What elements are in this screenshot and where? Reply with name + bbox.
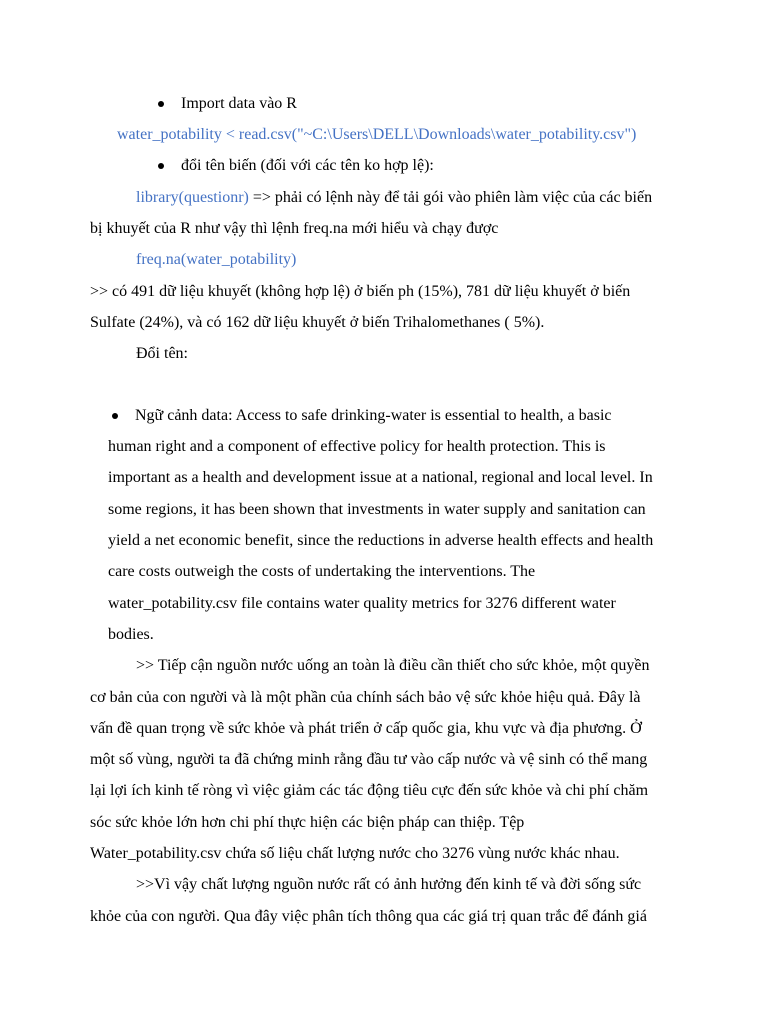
bullet-icon [158, 163, 164, 169]
library-note: => phải có lệnh này để tải gói vào phiên làm việc của các biến [248, 189, 653, 206]
translation-line: một số vùng, người ta đã chứng minh rằng đầu tư vào cấp nước và vệ sinh có thể mang [90, 751, 648, 768]
missing-summary-line: >> có 491 dữ liệu khuyết (không hợp lệ) ở biến ph (15%), 781 dữ liệu khuyết ở biến [90, 283, 631, 300]
conclusion-line: khỏe của con người. Qua đây việc phân tích thông qua các giá trị quan trắc để đánh giá [90, 908, 647, 925]
translation-line: sóc sức khỏe lớn hơn chi phí thực hiện các biện pháp can thiệp. Tệp [90, 814, 525, 831]
code-read-csv: water_potability < read.csv("~C:\Users\DELL\Downloads\water_potability.csv") [117, 126, 637, 143]
translation-line: >> Tiếp cận nguồn nước uống an toàn là điều cần thiết cho sức khỏe, một quyền [136, 657, 650, 674]
translation-line: lại lợi ích kinh tế ròng vì việc giảm các tác động tiêu cực đến sức khỏe và chi phí chăm [90, 782, 649, 799]
code-library: library(questionr) [136, 189, 249, 206]
context-line: some regions, it has been shown that investments in water supply and sanitation can [108, 501, 646, 518]
translation-line: cơ bản của con người và là một phần của chính sách bảo vệ sức khỏe hiệu quả. Đây là [90, 689, 641, 706]
library-line [136, 188, 652, 208]
rename-heading: Đổi tên: [136, 345, 188, 362]
bullet-icon [158, 101, 164, 107]
bullet-icon [112, 413, 118, 419]
context-line: bodies. [108, 626, 154, 643]
code-freq-na: freq.na(water_potability) [136, 251, 297, 268]
context-line: human right and a component of effective policy for health protection. This is [108, 438, 606, 455]
context-line: Ngữ cảnh data: Access to safe drinking-water is essential to health, a basic [135, 407, 612, 424]
conclusion-line: >>Vì vậy chất lượng nguồn nước rất có ảnh hưởng đến kinh tế và đời sống sức [136, 876, 642, 893]
translation-line: vấn đề quan trọng về sức khỏe và phát triển ở cấp quốc gia, khu vực và địa phương. Ở [90, 720, 642, 737]
context-line: water_potability.csv file contains water quality metrics for 3276 different water [108, 595, 616, 612]
missing-summary-line: Sulfate (24%), và có 162 dữ liệu khuyết ở biến Trihalomethanes ( 5%). [90, 314, 545, 331]
bullet-import-text: Import data vào R [181, 95, 297, 112]
library-note-continuation: bị khuyết của R như vậy thì lệnh freq.na mới hiểu và chạy được [90, 220, 499, 237]
translation-line: Water_potability.csv chứa số liệu chất lượng nước cho 3276 vùng nước khác nhau. [90, 845, 620, 862]
context-line: important as a health and development issue at a national, regional and local level. In [108, 469, 653, 486]
bullet-rename-vars-text: đổi tên biến (đối với các tên ko hợp lệ): [181, 157, 434, 174]
context-line: yield a net economic benefit, since the reductions in adverse health effects and health [108, 532, 654, 549]
context-line: care costs outweigh the costs of undertaking the interventions. The [108, 563, 536, 580]
